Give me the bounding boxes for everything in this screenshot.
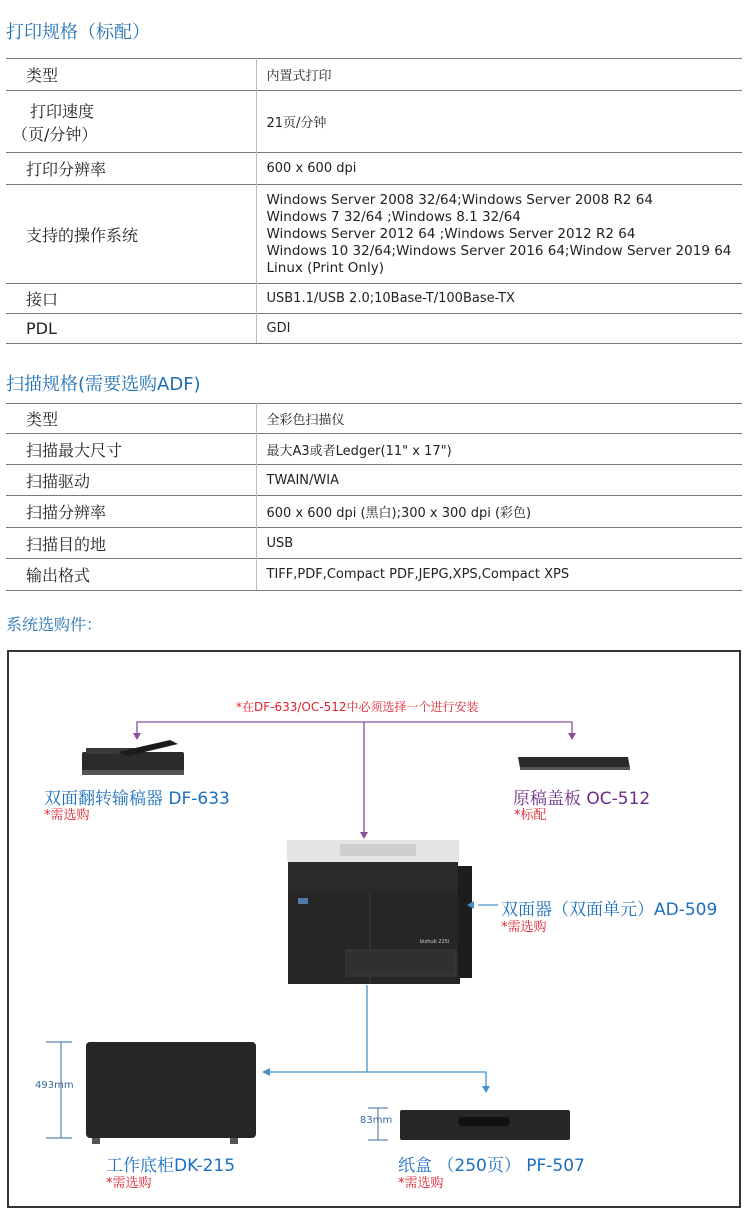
pf507-image (400, 1110, 570, 1140)
os-line: Windows Server 2008 32/64;Windows Server 2008 R2 64 (266, 191, 653, 208)
spec-value: 21页/分钟 (256, 91, 742, 153)
print-spec-title: 打印规格（标配） (6, 22, 150, 43)
os-line: Windows Server 2012 64 ;Windows Server 2012 R2 64 (266, 225, 636, 242)
spec-value: USB (256, 528, 742, 559)
spec-value: 最大A3或者Ledger(11" x 17") (256, 434, 742, 465)
printer-image (287, 840, 472, 984)
dk215-label: 工作底柜DK-215 (106, 1156, 236, 1176)
os-line: Windows 7 32/64 ;Windows 8.1 32/64 (266, 208, 521, 225)
spec-key: PDL (6, 314, 256, 344)
os-line: Windows 10 32/64;Windows Server 2016 64;Window Server 2019 64 (266, 242, 732, 259)
spec-key: 接口 (6, 284, 256, 314)
spec-value: 全彩色扫描仪 (256, 404, 742, 434)
spec-key: 扫描驱动 (6, 465, 256, 496)
dk215-dimension: 493mm (35, 1080, 74, 1091)
ad509-note: *需选购 (501, 920, 547, 935)
spec-key: 支持的操作系统 (6, 185, 256, 284)
df633-label: 双面翻转输稿器 DF-633 (44, 789, 230, 809)
spec-value: USB1.1/USB 2.0;10Base-T/100Base-TX (256, 284, 742, 314)
oc512-label: 原稿盖板 OC-512 (513, 789, 651, 809)
spec-key: 打印分辨率 (6, 153, 256, 185)
spec-value: TWAIN/WIA (256, 465, 742, 496)
spec-value: 600 x 600 dpi (256, 153, 742, 185)
options-title: 系统选购件： (6, 615, 103, 634)
arrow-head-icon (360, 832, 368, 839)
oc512-image (518, 757, 630, 770)
df633-image (82, 740, 184, 775)
printer-brand-text: bizhub 225i (420, 939, 450, 945)
arrow-head-icon (262, 1068, 270, 1076)
spec-value: TIFF,PDF,Compact PDF,JEPG,XPS,Compact XPS (256, 559, 742, 591)
dk215-note: *需选购 (106, 1176, 152, 1191)
arrow-head-icon (568, 733, 576, 740)
install-note: *在DF-633/OC-512中必须选择一个进行安装 (236, 700, 479, 714)
purple-connector-lines (137, 722, 572, 836)
ad509-label: 双面器（双面单元）AD-509 (501, 900, 718, 920)
pf507-label: 纸盒 （250页） PF-507 (398, 1156, 585, 1176)
spec-value: 600 x 600 dpi (黑白);300 x 300 dpi (彩色) (256, 496, 742, 528)
spec-key: 输出格式 (6, 559, 256, 591)
oc512-note: *标配 (514, 808, 547, 823)
spec-key: 扫描分辨率 (6, 496, 256, 528)
spec-key-line: 打印速度 (30, 101, 95, 121)
spec-key: 类型 (6, 404, 256, 434)
pf507-dimension: 83mm (360, 1115, 393, 1126)
arrow-head-icon (133, 733, 141, 740)
spec-value: 内置式打印 (256, 59, 742, 91)
spec-key: 扫描最大尺寸 (6, 434, 256, 465)
spec-key-line: （页/分钟） (12, 124, 98, 144)
arrow-head-icon (482, 1086, 490, 1093)
spec-value: GDI (256, 314, 742, 344)
scan-spec-title: 扫描规格(需要选购ADF) (6, 374, 201, 395)
df633-note: *需选购 (44, 808, 90, 823)
os-line: Linux (Print Only) (266, 259, 384, 276)
dk215-image (86, 1042, 256, 1144)
spec-key: 类型 (6, 59, 256, 91)
pf507-note: *需选购 (398, 1176, 444, 1191)
spec-key: 扫描目的地 (6, 528, 256, 559)
